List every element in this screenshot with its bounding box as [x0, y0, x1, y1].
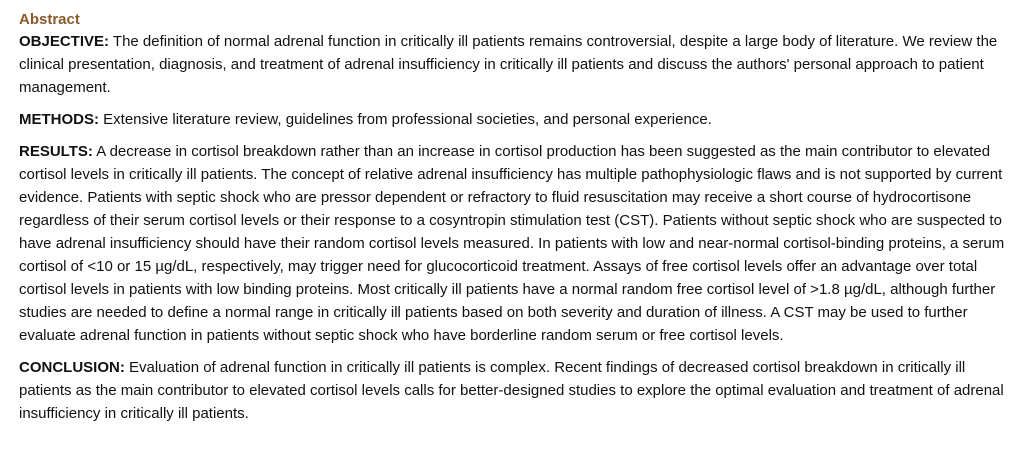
results-text: A decrease in cortisol breakdown rather than an increase in cortisol production has been suggested as the main contributor to elevated cortisol levels in critically ill patients. The concept of relative adrenal insufficiency has multiple pathophysiologic flaws and is not supported by current evidence. Patients with septic shock who are pressor dependent or refractory to fluid resuscitation may receive a short course of hydrocortisone regardless of their serum cortisol levels or their response to a cosyntropin stimulation test (CST). Patients without septic shock who are suspected to have adrenal insufficiency should have their random cortisol levels measured. In patients with low and near-normal cortisol-binding proteins, a serum cortisol of <10 or 15 µg/dL, respectively, may trigger need for glucocorticoid treatment. Assays of free cortisol levels offer an advantage over total cortisol levels in patients with low binding proteins. Most critically ill patients have a normal random free cortisol level of >1.8 µg/dL, although further studies are needed to define a normal range in critically ill patients based on both severity and duration of illness. A CST may be used to further evaluate adrenal function in patients without septic shock who have borderline random serum or free cortisol levels. [19, 143, 1005, 344]
objective-section [19, 30, 1008, 99]
objective-text: The definition of normal adrenal function in critically ill patients remains controversial, despite a large body of literature. We review the clinical presentation, diagnosis, and treatment of adrenal insufficiency in critically ill patients and discuss the authors' personal approach to patient management. [19, 33, 998, 96]
methods-text: Extensive literature review, guidelines from professional societies, and personal experience. [103, 111, 712, 128]
methods-section [19, 108, 1008, 131]
methods-label: METHODS: [19, 111, 99, 128]
results-section [19, 140, 1008, 347]
abstract-heading: Abstract [19, 11, 80, 28]
conclusion-label: CONCLUSION: [19, 359, 125, 376]
conclusion-section [19, 356, 1008, 425]
conclusion-text: Evaluation of adrenal function in critically ill patients is complex. Recent findings of decreased cortisol breakdown in critically ill patients as the main contributor to elevated cortisol levels calls for better-designed studies to explore the optimal evaluation and treatment of adrenal insufficiency in critically ill patients. [19, 359, 1004, 422]
objective-label: OBJECTIVE: [19, 33, 110, 50]
results-label: RESULTS: [19, 143, 93, 160]
